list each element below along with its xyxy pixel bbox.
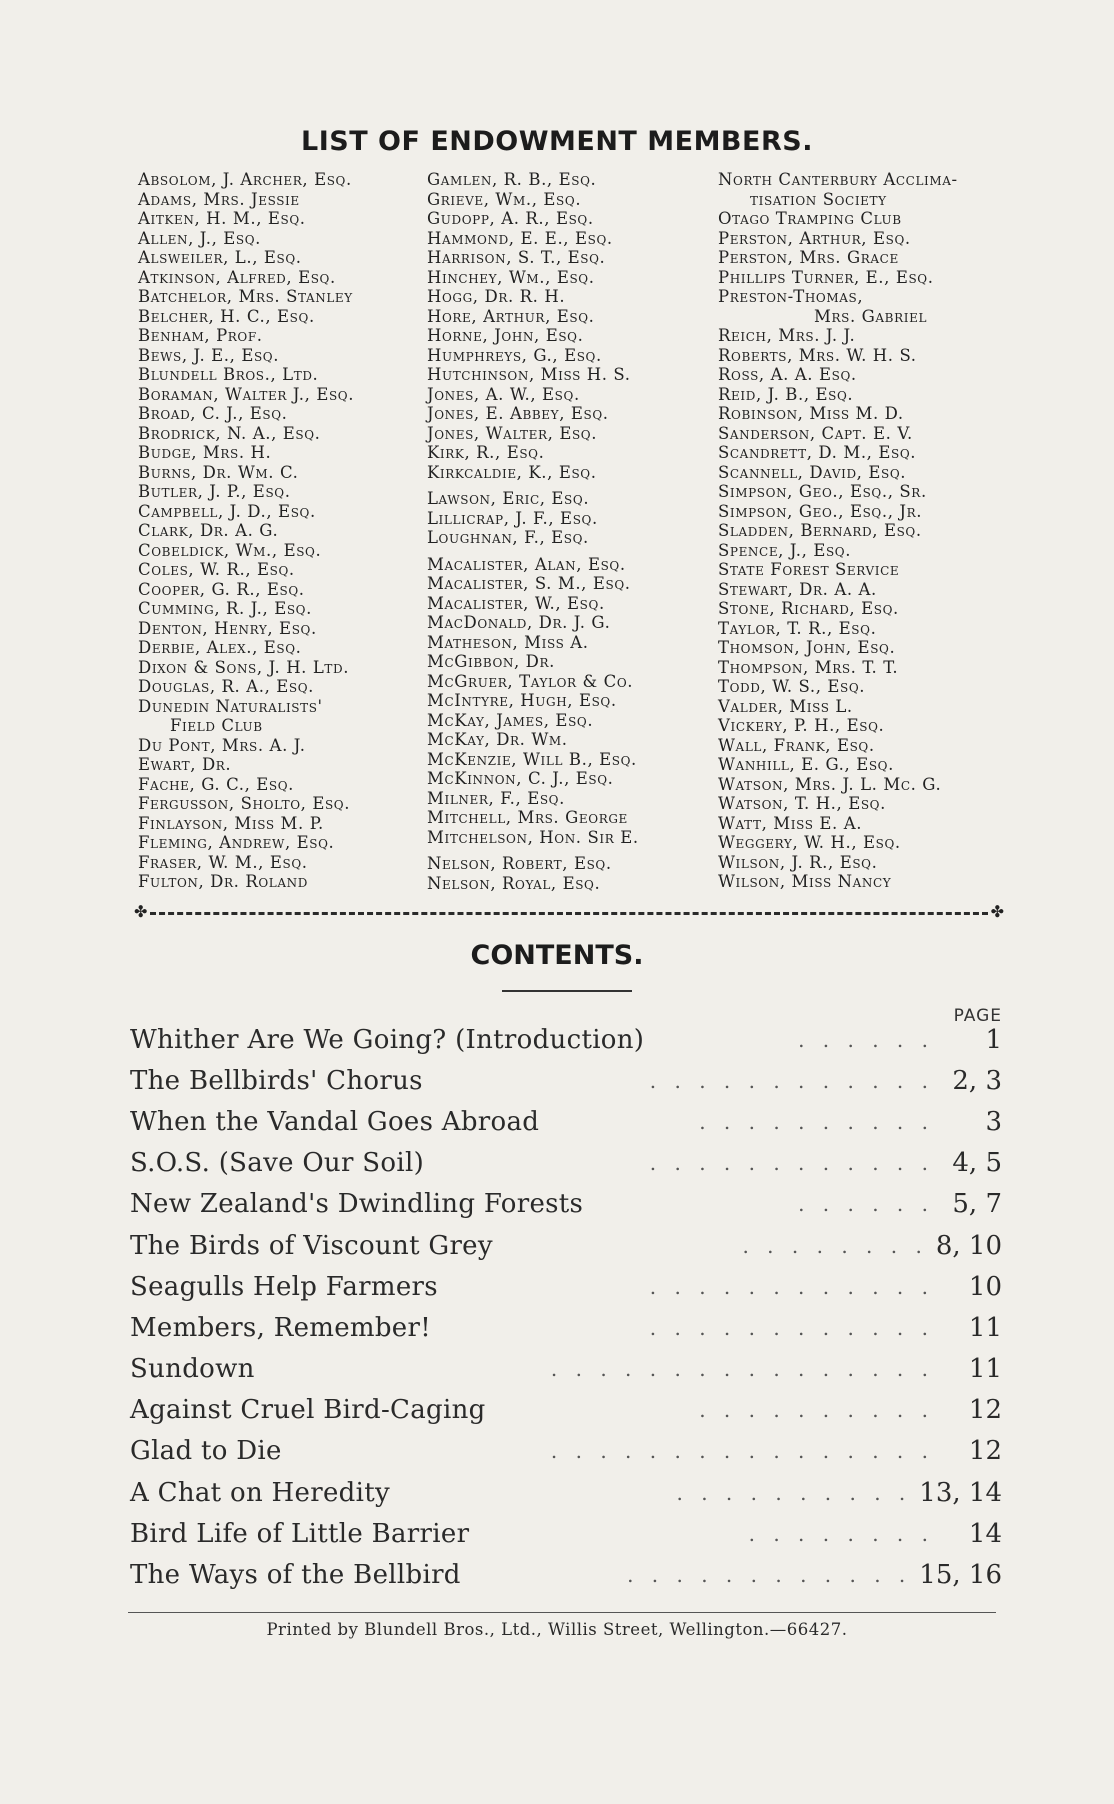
divider-line (150, 912, 988, 915)
ornamental-divider (134, 902, 1004, 921)
contents-heading: CONTENTS. (470, 940, 644, 971)
members-column-3 (718, 170, 958, 892)
contents-leader-dots: . . . . . . . . . . . . (649, 1274, 934, 1299)
contents-leader-dots: . . . . . . . . . . . . (649, 1315, 934, 1340)
member-entry: Derbie, Alex., Esq. (138, 638, 302, 657)
members-heading: LIST OF ENDOWMENT MEMBERS. (301, 126, 813, 157)
contents-list (130, 1019, 1002, 1596)
member-entry: Perston, Mrs. Grace (718, 248, 899, 267)
member-entry: McGibbon, Dr. (427, 652, 555, 671)
member-entry: Atkinson, Alfred, Esq. (138, 267, 336, 287)
contents-page-number: 5, 7 (952, 1189, 1002, 1220)
contents-leader-dots: . . . . . . . . . . (699, 1109, 934, 1134)
member-entry: Campbell, J. D., Esq. (138, 501, 316, 521)
member-entry: Fache, G. C., Esq. (138, 774, 295, 794)
member-entry: Nelson, Robert, Esq. (427, 854, 612, 873)
member-entry: tisation Society (750, 189, 887, 209)
contents-row (130, 1513, 1002, 1554)
contents-title: When the Vandal Goes Abroad (130, 1106, 540, 1137)
member-entry: Dixon & Sons, J. H. Ltd. (138, 657, 350, 677)
contents-page-number: 12 (968, 1395, 1002, 1426)
contents-leader-dots: . . . . . . . . (742, 1233, 928, 1258)
contents-page-number: 3 (985, 1106, 1002, 1137)
contents-row (130, 1225, 1002, 1266)
member-entry: Denton, Henry, Esq. (138, 618, 317, 638)
member-entry: Butler, J. P., Esq. (138, 482, 291, 501)
contents-leader-dots: . . . . . . . . . . (699, 1398, 934, 1423)
member-entry: Valder, Miss L. (718, 696, 853, 716)
contents-title: Members, Remember! (130, 1312, 431, 1343)
member-entry: Lillicrap, J. F., Esq. (427, 508, 598, 528)
contents-leader-dots: . . . . . . . . . . . . (627, 1563, 912, 1588)
contents-title: Whither Are We Going? (Introduction) (130, 1024, 645, 1055)
member-entry: Mitchell, Mrs. George (427, 808, 628, 827)
fleuron-right-icon: ✤ (990, 902, 1004, 921)
member-entry: Fraser, W. M., Esq. (138, 852, 308, 872)
member-entry: Scannell, David, Esq. (718, 462, 907, 482)
member-entry: Wilson, Miss Nancy (718, 872, 892, 891)
member-entry: Spence, J., Esq. (718, 540, 852, 560)
member-entry: Coles, W. R., Esq. (138, 560, 295, 579)
member-entry: Lawson, Eric, Esq. (427, 489, 590, 508)
member-entry: Allen, J., Esq. (138, 228, 262, 248)
member-entry: Jones, A. W., Esq. (427, 384, 580, 404)
member-entry: Perston, Arthur, Esq. (718, 228, 911, 248)
member-entry: Budge, Mrs. H. (138, 443, 272, 462)
member-entry: Finlayson, Miss M. P. (138, 813, 324, 833)
member-entry: Field Club (170, 716, 263, 735)
member-entry: State Forest Service (718, 560, 900, 579)
member-entry: Weggery, W. H., Esq. (718, 833, 901, 852)
member-entry: Vickery, P. H., Esq. (718, 716, 885, 735)
member-entry: McKenzie, Will B., Esq. (427, 749, 637, 769)
member-entry: Stone, Richard, Esq. (718, 599, 899, 618)
contents-page-number: 11 (968, 1312, 1002, 1343)
member-entry: Hutchinson, Miss H. S. (427, 365, 631, 384)
contents-row (130, 1266, 1002, 1307)
member-entry: McKay, Dr. Wm. (427, 730, 568, 749)
member-entry: Broad, C. J., Esq. (138, 404, 288, 423)
member-entry: Hinchey, Wm., Esq. (427, 267, 595, 287)
member-entry: Loughnan, F., Esq. (427, 528, 589, 547)
contents-page-number: 2, 3 (952, 1065, 1002, 1096)
member-entry: Macalister, S. M., Esq. (427, 574, 631, 593)
contents-title: The Ways of the Bellbird (130, 1560, 461, 1591)
member-entry: Watson, T. H., Esq. (718, 794, 886, 813)
contents-row (130, 1019, 1002, 1060)
contents-page-number: 4, 5 (952, 1148, 1002, 1179)
member-entry: Grieve, Wm., Esq. (427, 189, 582, 209)
member-entry: Harrison, S. T., Esq. (427, 248, 606, 267)
fleuron-left-icon: ✤ (134, 902, 148, 921)
member-entry: Milner, F., Esq. (427, 788, 565, 808)
member-entry: North Canterbury Acclima- (718, 170, 958, 189)
member-entry: Brodrick, N. A., Esq. (138, 423, 321, 443)
members-column-1 (138, 170, 354, 892)
printer-imprint: Printed by Blundell Bros., Ltd., Willis Street, Wellington.—66427. (266, 1620, 848, 1639)
contents-page-number: 1 (985, 1024, 1002, 1055)
member-entry: Otago Tramping Club (718, 209, 902, 228)
members-column-2 (427, 170, 639, 893)
member-entry: Kirk, R., Esq. (427, 443, 545, 462)
member-entry: Absolom, J. Archer, Esq. (138, 170, 352, 189)
member-entry: Clark, Dr. A. G. (138, 521, 279, 540)
contents-row (130, 1472, 1002, 1513)
member-entry: Benham, Prof. (138, 326, 263, 345)
contents-page-number: 14 (968, 1518, 1002, 1549)
member-entry: Scandrett, D. M., Esq. (718, 443, 917, 462)
member-entry: Fulton, Dr. Roland (138, 872, 308, 891)
member-entry: Bews, J. E., Esq. (138, 345, 280, 365)
contents-row (130, 1143, 1002, 1184)
contents-leader-dots: . . . . . . . . (748, 1521, 934, 1546)
contents-title: The Birds of Viscount Grey (130, 1230, 493, 1261)
member-entry: Du Pont, Mrs. A. J. (138, 735, 306, 755)
member-entry: Kirkcaldie, K., Esq. (427, 462, 597, 482)
contents-page-number: 11 (968, 1354, 1002, 1385)
member-entry: Simpson, Geo., Esq., Jr. (718, 501, 923, 521)
member-entry: Macalister, Alan, Esq. (427, 554, 626, 574)
member-entry: Wilson, J. R., Esq. (718, 852, 878, 872)
contents-underline (502, 990, 632, 992)
contents-leader-dots: . . . . . . . . . . . . . . . . (550, 1357, 934, 1382)
member-entry: Aitken, H. M., Esq. (138, 209, 306, 228)
member-entry: Simpson, Geo., Esq., Sr. (718, 482, 927, 501)
page-column-label: PAGE (953, 1006, 1002, 1026)
member-entry: Belcher, H. C., Esq. (138, 306, 315, 326)
contents-title: Bird Life of Little Barrier (130, 1518, 470, 1549)
member-entry: Mitchelson, Hon. Sir E. (427, 827, 639, 847)
member-entry: Gudopp, A. R., Esq. (427, 209, 594, 228)
member-entry: Stewart, Dr. A. A. (718, 579, 877, 599)
member-entry: Gamlen, R. B., Esq. (427, 170, 597, 189)
member-entry: McIntyre, Hugh, Esq. (427, 691, 617, 710)
member-entry: Wall, Frank, Esq. (718, 735, 875, 755)
member-entry: Dunedin Naturalists' (138, 696, 323, 716)
contents-page-number: 8, 10 (935, 1230, 1002, 1261)
member-entry: Nelson, Royal, Esq. (427, 873, 601, 893)
member-entry: Adams, Mrs. Jessie (138, 189, 300, 209)
contents-row (130, 1390, 1002, 1431)
member-entry: Thomson, John, Esq. (718, 638, 896, 657)
member-entry: Cumming, R. J., Esq. (138, 599, 312, 618)
member-entry: Cobeldick, Wm., Esq. (138, 540, 322, 560)
contents-title: New Zealand's Dwindling Forests (130, 1189, 584, 1220)
member-entry: Cooper, G. R., Esq. (138, 579, 305, 599)
member-entry: McGruer, Taylor & Co. (427, 671, 634, 691)
member-entry: Macalister, W., Esq. (427, 593, 605, 613)
member-entry: Thompson, Mrs. T. T. (718, 657, 899, 677)
member-entry: Taylor, T. R., Esq. (718, 618, 877, 638)
member-entry: McKinnon, C. J., Esq. (427, 769, 614, 788)
contents-row (130, 1554, 1002, 1595)
member-entry: Fleming, Andrew, Esq. (138, 833, 335, 852)
contents-row (130, 1307, 1002, 1348)
contents-leader-dots: . . . . . . . . . . . . . . . . (550, 1439, 934, 1464)
member-entry: McKay, James, Esq. (427, 710, 594, 730)
member-entry: Burns, Dr. Wm. C. (138, 462, 299, 482)
contents-title: The Bellbirds' Chorus (130, 1065, 423, 1096)
member-entry: Watt, Miss E. A. (718, 813, 863, 833)
contents-title: S.O.S. (Save Our Soil) (130, 1148, 425, 1179)
member-entry: Reid, J. B., Esq. (718, 384, 854, 404)
member-entry: Wanhill, E. G., Esq. (718, 755, 894, 774)
member-entry: Preston-Thomas, (718, 287, 864, 306)
contents-row (130, 1431, 1002, 1472)
member-entry: Todd, W. S., Esq. (718, 677, 866, 696)
member-entry: Watson, Mrs. J. L. Mc. G. (718, 774, 942, 794)
contents-page-number: 13, 14 (919, 1477, 1002, 1508)
member-entry: Fergusson, Sholto, Esq. (138, 794, 351, 813)
member-entry: Batchelor, Mrs. Stanley (138, 287, 353, 306)
contents-page-number: 12 (968, 1436, 1002, 1467)
contents-row (130, 1101, 1002, 1142)
contents-leader-dots: . . . . . . (798, 1192, 934, 1217)
member-entry: Hogg, Dr. R. H. (427, 287, 566, 306)
contents-leader-dots: . . . . . . . . . . . . (649, 1151, 934, 1176)
member-entry: Reich, Mrs. J. J. (718, 326, 856, 345)
contents-leader-dots: . . . . . . . . . . (676, 1480, 912, 1505)
contents-row (130, 1060, 1002, 1101)
contents-title: Sundown (130, 1354, 255, 1385)
member-entry: Blundell Bros., Ltd. (138, 365, 319, 384)
member-entry: Mrs. Gabriel (814, 306, 928, 326)
contents-row (130, 1184, 1002, 1225)
contents-leader-dots: . . . . . . (798, 1027, 934, 1052)
contents-page-number: 10 (968, 1271, 1002, 1302)
member-entry: MacDonald, Dr. J. G. (427, 613, 611, 632)
contents-title: Against Cruel Bird-Caging (130, 1395, 486, 1426)
member-entry: Robinson, Miss M. D. (718, 404, 904, 423)
member-entry: Hammond, E. E., Esq. (427, 228, 613, 248)
contents-title: Seagulls Help Farmers (130, 1271, 438, 1302)
contents-page-number: 15, 16 (919, 1560, 1002, 1591)
member-entry: Humphreys, G., Esq. (427, 345, 602, 365)
member-entry: Hore, Arthur, Esq. (427, 306, 595, 326)
member-entry: Ross, A. A. Esq. (718, 365, 857, 384)
member-entry: Sanderson, Capt. E. V. (718, 423, 913, 443)
contents-leader-dots: . . . . . . . . . . . . (649, 1068, 934, 1093)
contents-title: Glad to Die (130, 1436, 282, 1467)
contents-row (130, 1349, 1002, 1390)
member-entry: Matheson, Miss A. (427, 632, 589, 652)
member-entry: Phillips Turner, E., Esq. (718, 267, 934, 287)
contents-title: A Chat on Heredity (130, 1477, 390, 1508)
member-entry: Alsweiler, L., Esq. (138, 248, 302, 267)
member-entry: Roberts, Mrs. W. H. S. (718, 345, 917, 365)
member-entry: Sladden, Bernard, Esq. (718, 521, 922, 540)
member-entry: Jones, E. Abbey, Esq. (427, 404, 609, 423)
footer-rule (128, 1612, 996, 1613)
member-entry: Ewart, Dr. (138, 755, 232, 774)
member-entry: Douglas, R. A., Esq. (138, 677, 315, 696)
member-entry: Jones, Walter, Esq. (427, 423, 598, 443)
member-entry: Horne, John, Esq. (427, 326, 584, 345)
member-entry: Boraman, Walter J., Esq. (138, 384, 355, 404)
